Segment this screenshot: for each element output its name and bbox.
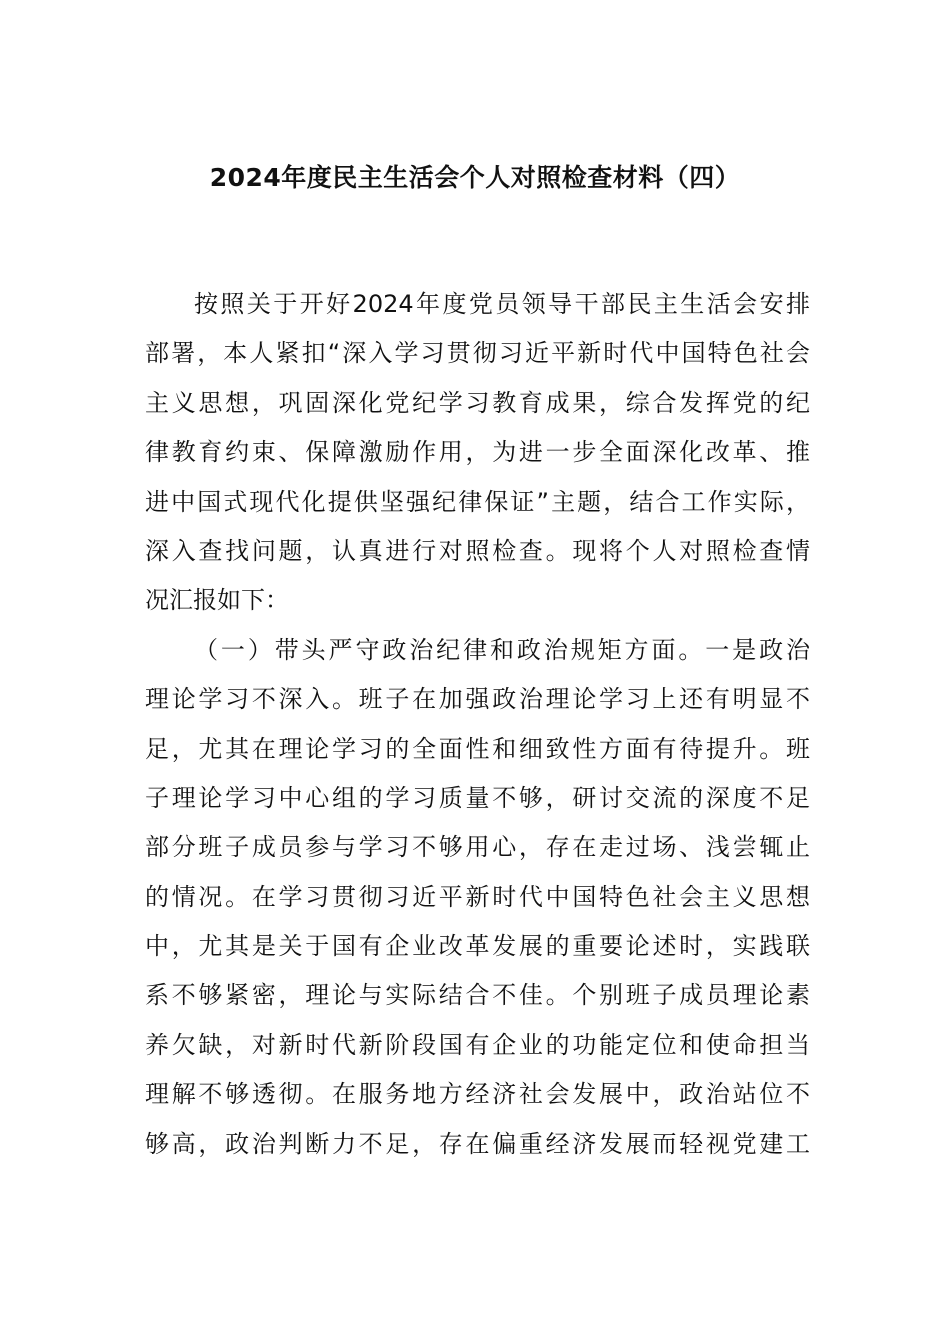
paragraph-line: 足，尤其在理论学习的全面性和细致性方面有待提升。班 bbox=[145, 734, 810, 763]
paragraph-line: 理论学习不深入。班子在加强政治理论学习上还有明显不 bbox=[145, 685, 810, 714]
paragraph-line: 理解不够透彻。在服务地方经济社会发展中，政治站位不 bbox=[145, 1080, 810, 1109]
paragraph-line: 部署，本人紧扣“深入学习贯彻习近平新时代中国特色社会 bbox=[145, 339, 810, 368]
paragraph-line: 中，尤其是关于国有企业改革发展的重要论述时，实践联 bbox=[145, 932, 810, 961]
paragraph-line: 的情况。在学习贯彻习近平新时代中国特色社会主义思想 bbox=[145, 882, 810, 911]
paragraph-line: 子理论学习中心组的学习质量不够，研讨交流的深度不足 bbox=[145, 783, 810, 812]
paragraph-line: 部分班子成员参与学习不够用心，存在走过场、浅尝辄止 bbox=[145, 833, 810, 862]
paragraph-line: 系不够紧密，理论与实际结合不佳。个别班子成员理论素 bbox=[145, 981, 810, 1010]
paragraph-line: 养欠缺，对新时代新阶段国有企业的功能定位和使命担当 bbox=[145, 1030, 810, 1059]
document-title: 2024年度民主生活会个人对照检查材料（四） bbox=[209, 163, 741, 192]
paragraph-line: 深入查找问题，认真进行对照检查。现将个人对照检查情 bbox=[145, 536, 810, 565]
paragraph-line: 进中国式现代化提供坚强纪律保证”主题，结合工作实际， bbox=[145, 487, 810, 516]
paragraph-line: 主义思想，巩固深化党纪学习教育成果，综合发挥党的纪 bbox=[145, 388, 810, 417]
paragraph-line: （一）带头严守政治纪律和政治规矩方面。一是政治 bbox=[194, 635, 810, 664]
document-body bbox=[145, 280, 810, 1169]
paragraph-line: 律教育约束、保障激励作用，为进一步全面深化改革、推 bbox=[145, 438, 810, 467]
paragraph-line: 况汇报如下： bbox=[145, 586, 289, 615]
paragraph-line: 按照关于开好2024年度党员领导干部民主生活会安排 bbox=[194, 290, 810, 318]
paragraph-line: 够高，政治判断力不足，存在偏重经济发展而轻视党建工 bbox=[145, 1129, 810, 1158]
